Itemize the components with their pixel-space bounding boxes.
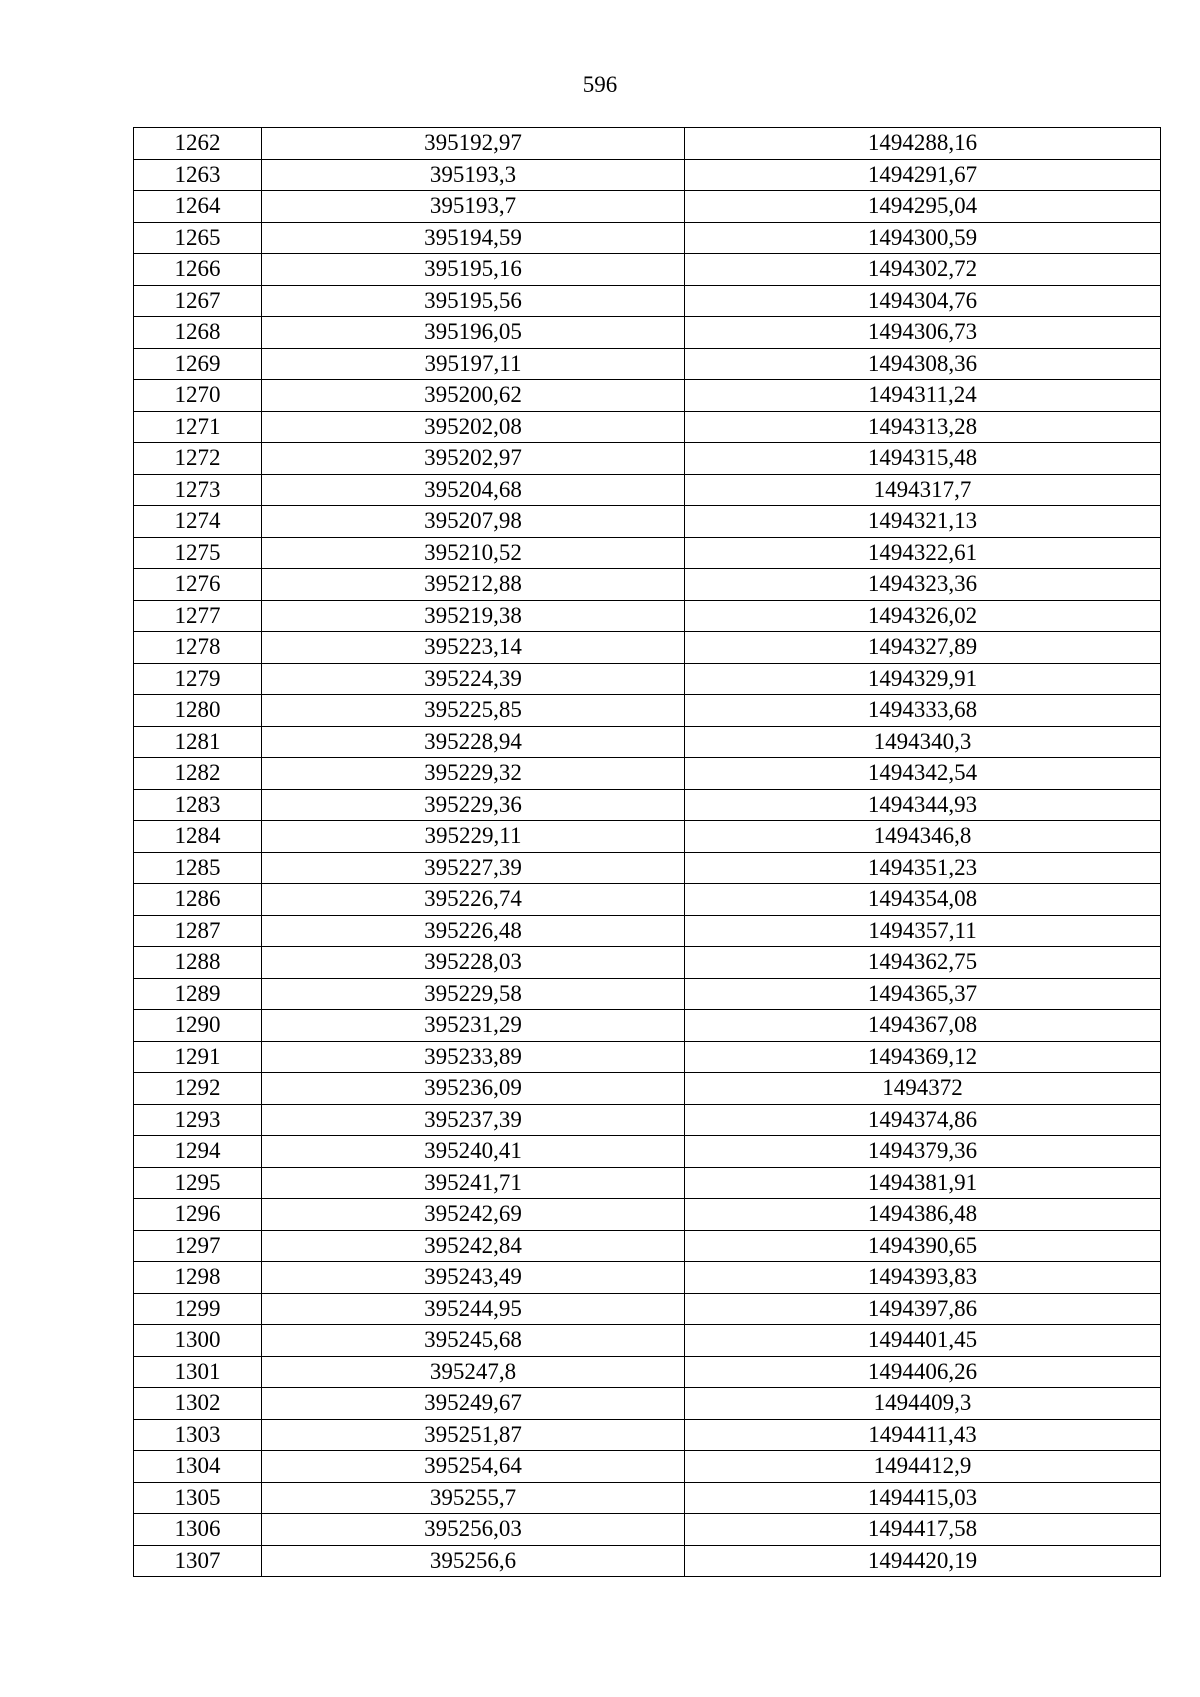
point-number-cell: 1288 (134, 947, 262, 979)
y-coordinate-cell: 1494313,28 (685, 411, 1161, 443)
point-number-cell: 1303 (134, 1419, 262, 1451)
point-number-cell: 1304 (134, 1451, 262, 1483)
x-coordinate-cell: 395229,36 (262, 789, 685, 821)
table-row (134, 443, 1161, 475)
point-number-cell: 1267 (134, 285, 262, 317)
point-number-cell: 1297 (134, 1230, 262, 1262)
point-number-cell: 1300 (134, 1325, 262, 1357)
y-coordinate-cell: 1494308,36 (685, 348, 1161, 380)
y-coordinate-cell: 1494381,91 (685, 1167, 1161, 1199)
point-number-cell: 1279 (134, 663, 262, 695)
point-number-cell: 1287 (134, 915, 262, 947)
point-number-cell: 1275 (134, 537, 262, 569)
x-coordinate-cell: 395229,11 (262, 821, 685, 853)
point-number-cell: 1281 (134, 726, 262, 758)
table-row (134, 1136, 1161, 1168)
x-coordinate-cell: 395204,68 (262, 474, 685, 506)
x-coordinate-cell: 395243,49 (262, 1262, 685, 1294)
point-number-cell: 1298 (134, 1262, 262, 1294)
table-row (134, 1514, 1161, 1546)
table-row (134, 1073, 1161, 1105)
point-number-cell: 1302 (134, 1388, 262, 1420)
point-number-cell: 1283 (134, 789, 262, 821)
y-coordinate-cell: 1494323,36 (685, 569, 1161, 601)
table-row (134, 506, 1161, 538)
y-coordinate-cell: 1494346,8 (685, 821, 1161, 853)
x-coordinate-cell: 395231,29 (262, 1010, 685, 1042)
y-coordinate-cell: 1494311,24 (685, 380, 1161, 412)
point-number-cell: 1272 (134, 443, 262, 475)
y-coordinate-cell: 1494322,61 (685, 537, 1161, 569)
point-number-cell: 1278 (134, 632, 262, 664)
y-coordinate-cell: 1494367,08 (685, 1010, 1161, 1042)
x-coordinate-cell: 395202,08 (262, 411, 685, 443)
table-row (134, 978, 1161, 1010)
table-row (134, 1230, 1161, 1262)
x-coordinate-cell: 395194,59 (262, 222, 685, 254)
table-row (134, 600, 1161, 632)
y-coordinate-cell: 1494379,36 (685, 1136, 1161, 1168)
point-number-cell: 1266 (134, 254, 262, 286)
table-row (134, 758, 1161, 790)
y-coordinate-cell: 1494357,11 (685, 915, 1161, 947)
y-coordinate-cell: 1494300,59 (685, 222, 1161, 254)
y-coordinate-cell: 1494302,72 (685, 254, 1161, 286)
x-coordinate-cell: 395256,03 (262, 1514, 685, 1546)
y-coordinate-cell: 1494351,23 (685, 852, 1161, 884)
table-row (134, 1419, 1161, 1451)
table-row (134, 1545, 1161, 1577)
table-row (134, 1199, 1161, 1231)
y-coordinate-cell: 1494342,54 (685, 758, 1161, 790)
point-number-cell: 1268 (134, 317, 262, 349)
x-coordinate-cell: 395236,09 (262, 1073, 685, 1105)
y-coordinate-cell: 1494390,65 (685, 1230, 1161, 1262)
x-coordinate-cell: 395251,87 (262, 1419, 685, 1451)
table-row (134, 1104, 1161, 1136)
y-coordinate-cell: 1494393,83 (685, 1262, 1161, 1294)
y-coordinate-cell: 1494415,03 (685, 1482, 1161, 1514)
y-coordinate-cell: 1494327,89 (685, 632, 1161, 664)
point-number-cell: 1270 (134, 380, 262, 412)
x-coordinate-cell: 395255,7 (262, 1482, 685, 1514)
point-number-cell: 1269 (134, 348, 262, 380)
y-coordinate-cell: 1494329,91 (685, 663, 1161, 695)
y-coordinate-cell: 1494386,48 (685, 1199, 1161, 1231)
table-row (134, 884, 1161, 916)
x-coordinate-cell: 395224,39 (262, 663, 685, 695)
point-number-cell: 1277 (134, 600, 262, 632)
y-coordinate-cell: 1494397,86 (685, 1293, 1161, 1325)
x-coordinate-cell: 395195,56 (262, 285, 685, 317)
table-row (134, 726, 1161, 758)
point-number-cell: 1290 (134, 1010, 262, 1042)
x-coordinate-cell: 395227,39 (262, 852, 685, 884)
point-number-cell: 1273 (134, 474, 262, 506)
y-coordinate-cell: 1494317,7 (685, 474, 1161, 506)
point-number-cell: 1289 (134, 978, 262, 1010)
table-row (134, 852, 1161, 884)
table-row (134, 1293, 1161, 1325)
table-row (134, 821, 1161, 853)
x-coordinate-cell: 395240,41 (262, 1136, 685, 1168)
point-number-cell: 1299 (134, 1293, 262, 1325)
point-number-cell: 1280 (134, 695, 262, 727)
x-coordinate-cell: 395207,98 (262, 506, 685, 538)
y-coordinate-cell: 1494365,37 (685, 978, 1161, 1010)
point-number-cell: 1301 (134, 1356, 262, 1388)
y-coordinate-cell: 1494369,12 (685, 1041, 1161, 1073)
x-coordinate-cell: 395242,84 (262, 1230, 685, 1262)
coordinates-table (133, 127, 1161, 1577)
point-number-cell: 1292 (134, 1073, 262, 1105)
x-coordinate-cell: 395202,97 (262, 443, 685, 475)
point-number-cell: 1276 (134, 569, 262, 601)
x-coordinate-cell: 395226,48 (262, 915, 685, 947)
point-number-cell: 1274 (134, 506, 262, 538)
y-coordinate-cell: 1494406,26 (685, 1356, 1161, 1388)
point-number-cell: 1265 (134, 222, 262, 254)
y-coordinate-cell: 1494304,76 (685, 285, 1161, 317)
table-row (134, 222, 1161, 254)
table-row (134, 1167, 1161, 1199)
x-coordinate-cell: 395200,62 (262, 380, 685, 412)
point-number-cell: 1282 (134, 758, 262, 790)
table-row (134, 1010, 1161, 1042)
point-number-cell: 1263 (134, 159, 262, 191)
x-coordinate-cell: 395254,64 (262, 1451, 685, 1483)
table-row (134, 411, 1161, 443)
y-coordinate-cell: 1494306,73 (685, 317, 1161, 349)
x-coordinate-cell: 395193,3 (262, 159, 685, 191)
x-coordinate-cell: 395245,68 (262, 1325, 685, 1357)
table-row (134, 947, 1161, 979)
point-number-cell: 1264 (134, 191, 262, 223)
y-coordinate-cell: 1494291,67 (685, 159, 1161, 191)
y-coordinate-cell: 1494420,19 (685, 1545, 1161, 1577)
table-row (134, 695, 1161, 727)
table-row (134, 1325, 1161, 1357)
x-coordinate-cell: 395225,85 (262, 695, 685, 727)
x-coordinate-cell: 395226,74 (262, 884, 685, 916)
point-number-cell: 1294 (134, 1136, 262, 1168)
table-row (134, 1388, 1161, 1420)
point-number-cell: 1291 (134, 1041, 262, 1073)
x-coordinate-cell: 395229,32 (262, 758, 685, 790)
x-coordinate-cell: 395196,05 (262, 317, 685, 349)
point-number-cell: 1306 (134, 1514, 262, 1546)
x-coordinate-cell: 395233,89 (262, 1041, 685, 1073)
x-coordinate-cell: 395249,67 (262, 1388, 685, 1420)
x-coordinate-cell: 395210,52 (262, 537, 685, 569)
point-number-cell: 1284 (134, 821, 262, 853)
point-number-cell: 1286 (134, 884, 262, 916)
table-row (134, 128, 1161, 160)
x-coordinate-cell: 395223,14 (262, 632, 685, 664)
x-coordinate-cell: 395195,16 (262, 254, 685, 286)
y-coordinate-cell: 1494401,45 (685, 1325, 1161, 1357)
y-coordinate-cell: 1494333,68 (685, 695, 1161, 727)
table-row (134, 632, 1161, 664)
table-row (134, 789, 1161, 821)
x-coordinate-cell: 395197,11 (262, 348, 685, 380)
table-row (134, 1041, 1161, 1073)
table-row (134, 380, 1161, 412)
y-coordinate-cell: 1494411,43 (685, 1419, 1161, 1451)
x-coordinate-cell: 395192,97 (262, 128, 685, 160)
point-number-cell: 1262 (134, 128, 262, 160)
table-row (134, 317, 1161, 349)
y-coordinate-cell: 1494326,02 (685, 600, 1161, 632)
y-coordinate-cell: 1494354,08 (685, 884, 1161, 916)
table-row (134, 1262, 1161, 1294)
table-row (134, 663, 1161, 695)
y-coordinate-cell: 1494412,9 (685, 1451, 1161, 1483)
x-coordinate-cell: 395229,58 (262, 978, 685, 1010)
table-row (134, 191, 1161, 223)
x-coordinate-cell: 395228,03 (262, 947, 685, 979)
page-number: 596 (582, 72, 618, 97)
x-coordinate-cell: 395193,7 (262, 191, 685, 223)
table-row (134, 348, 1161, 380)
y-coordinate-cell: 1494321,13 (685, 506, 1161, 538)
point-number-cell: 1307 (134, 1545, 262, 1577)
y-coordinate-cell: 1494372 (685, 1073, 1161, 1105)
x-coordinate-cell: 395242,69 (262, 1199, 685, 1231)
table-row (134, 159, 1161, 191)
y-coordinate-cell: 1494295,04 (685, 191, 1161, 223)
table-row (134, 569, 1161, 601)
point-number-cell: 1295 (134, 1167, 262, 1199)
table-row (134, 1356, 1161, 1388)
y-coordinate-cell: 1494340,3 (685, 726, 1161, 758)
table-row (134, 474, 1161, 506)
point-number-cell: 1296 (134, 1199, 262, 1231)
y-coordinate-cell: 1494288,16 (685, 128, 1161, 160)
y-coordinate-cell: 1494315,48 (685, 443, 1161, 475)
x-coordinate-cell: 395237,39 (262, 1104, 685, 1136)
coordinates-table-body (134, 128, 1161, 1577)
table-row (134, 285, 1161, 317)
x-coordinate-cell: 395241,71 (262, 1167, 685, 1199)
table-row (134, 537, 1161, 569)
y-coordinate-cell: 1494344,93 (685, 789, 1161, 821)
x-coordinate-cell: 395228,94 (262, 726, 685, 758)
point-number-cell: 1305 (134, 1482, 262, 1514)
table-row (134, 915, 1161, 947)
table-row (134, 1451, 1161, 1483)
x-coordinate-cell: 395247,8 (262, 1356, 685, 1388)
y-coordinate-cell: 1494362,75 (685, 947, 1161, 979)
point-number-cell: 1285 (134, 852, 262, 884)
x-coordinate-cell: 395244,95 (262, 1293, 685, 1325)
x-coordinate-cell: 395212,88 (262, 569, 685, 601)
y-coordinate-cell: 1494374,86 (685, 1104, 1161, 1136)
point-number-cell: 1271 (134, 411, 262, 443)
table-row (134, 254, 1161, 286)
x-coordinate-cell: 395256,6 (262, 1545, 685, 1577)
point-number-cell: 1293 (134, 1104, 262, 1136)
table-row (134, 1482, 1161, 1514)
y-coordinate-cell: 1494417,58 (685, 1514, 1161, 1546)
y-coordinate-cell: 1494409,3 (685, 1388, 1161, 1420)
x-coordinate-cell: 395219,38 (262, 600, 685, 632)
